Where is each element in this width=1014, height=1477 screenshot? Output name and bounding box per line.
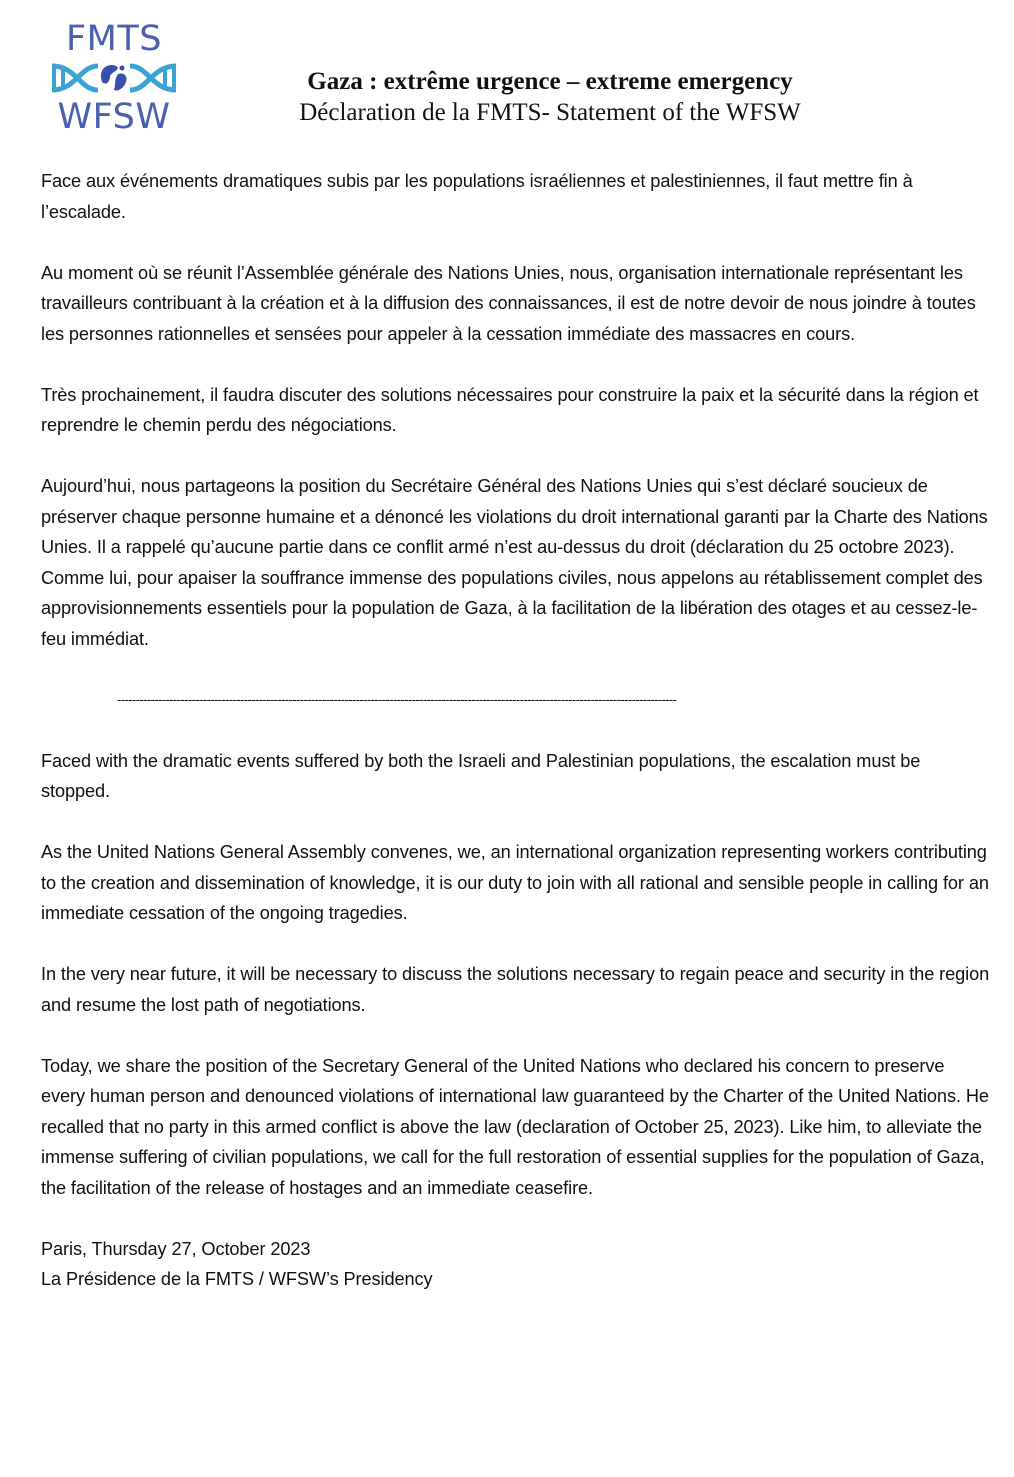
- signature-block: [41, 1234, 991, 1295]
- signatory: La Présidence de la FMTS / WFSW’s Presidency: [41, 1269, 433, 1289]
- statement-body: [41, 166, 991, 1295]
- document-header: [240, 66, 860, 128]
- dashed-separator: ------------------------------------------------------------------------------------------------------------------------------------------------------: [117, 691, 677, 707]
- paragraph: Face aux événements dramatiques subis par les populations israéliennes et palestiniennes, il faut mettre fin à l’escalade.: [41, 171, 913, 222]
- logo-text-fmts: FMTS: [66, 19, 162, 59]
- paragraph: As the United Nations General Assembly convenes, we, an international organization representing workers contributing to the creation and dissemination of knowledge, it is our duty to join with all rational and sensible people in calling for an immediate cessation of the ongoing tragedies.: [41, 842, 989, 923]
- french-statement: [41, 166, 991, 654]
- english-statement: [41, 746, 991, 1204]
- paragraph: Today, we share the position of the Secretary General of the United Nations who declared his concern to preserve every human person and denounced violations of international law guaranteed by the Charter of the United Nations. He recalled that no party in this armed conflict is above the law (declaration of October 25, 2023). Like him, to alleviate the immense suffering of civilian populations, we call for the full restoration of essential supplies for the population of Gaza, the facilitation of the release of hostages and an immediate ceasefire.: [41, 1055, 989, 1198]
- place-date: Paris, Thursday 27, October 2023: [41, 1238, 311, 1259]
- paragraph: Faced with the dramatic events suffered by both the Israeli and Palestinian populations, the escalation must be stopped.: [41, 750, 921, 801]
- paragraph: In the very near future, it will be necessary to discuss the solutions necessary to regain peace and security in the region and resume the lost path of negotiations.: [41, 964, 990, 1015]
- dna-globe-icon: [44, 58, 184, 98]
- document-title: Gaza : extrême urgence – extreme emergency: [307, 68, 793, 95]
- logo-text-wfsw: WFSW: [57, 97, 171, 137]
- paragraph: Aujourd’hui, nous partageons la position du Secrétaire Général des Nations Unies qui s’est déclaré soucieux de préserver chaque personne humaine et a dénoncé les violations du droit international garanti par la Charte des Nations Unies. Il a rappelé qu’aucune partie dans ce conflit armé n’est au-dessus du droit (déclaration du 25 octobre 2023). Comme lui, pour apaiser la souffrance immense des populations civiles, nous appelons au rétablissement complet des approvisionnements essentiels pour la population de Gaza, à la facilitation de la libération des otages et au cessez-le-feu immédiat.: [41, 476, 988, 649]
- document-subtitle: Déclaration de la FMTS- Statement of the WFSW: [299, 99, 801, 126]
- paragraph: Très prochainement, il faudra discuter des solutions nécessaires pour construire la paix et la sécurité dans la région et reprendre le chemin perdu des négociations.: [41, 384, 979, 435]
- fmts-wfsw-logo: [44, 20, 184, 138]
- paragraph: Au moment où se réunit l’Assemblée générale des Nations Unies, nous, organisation internationale représentant les travailleurs contribuant à la création et à la diffusion des connaissances, il est de notre devoir de nous joindre à toutes les personnes rationnelles et sensées pour appeler à la cessation immédiate des massacres en cours.: [41, 262, 976, 344]
